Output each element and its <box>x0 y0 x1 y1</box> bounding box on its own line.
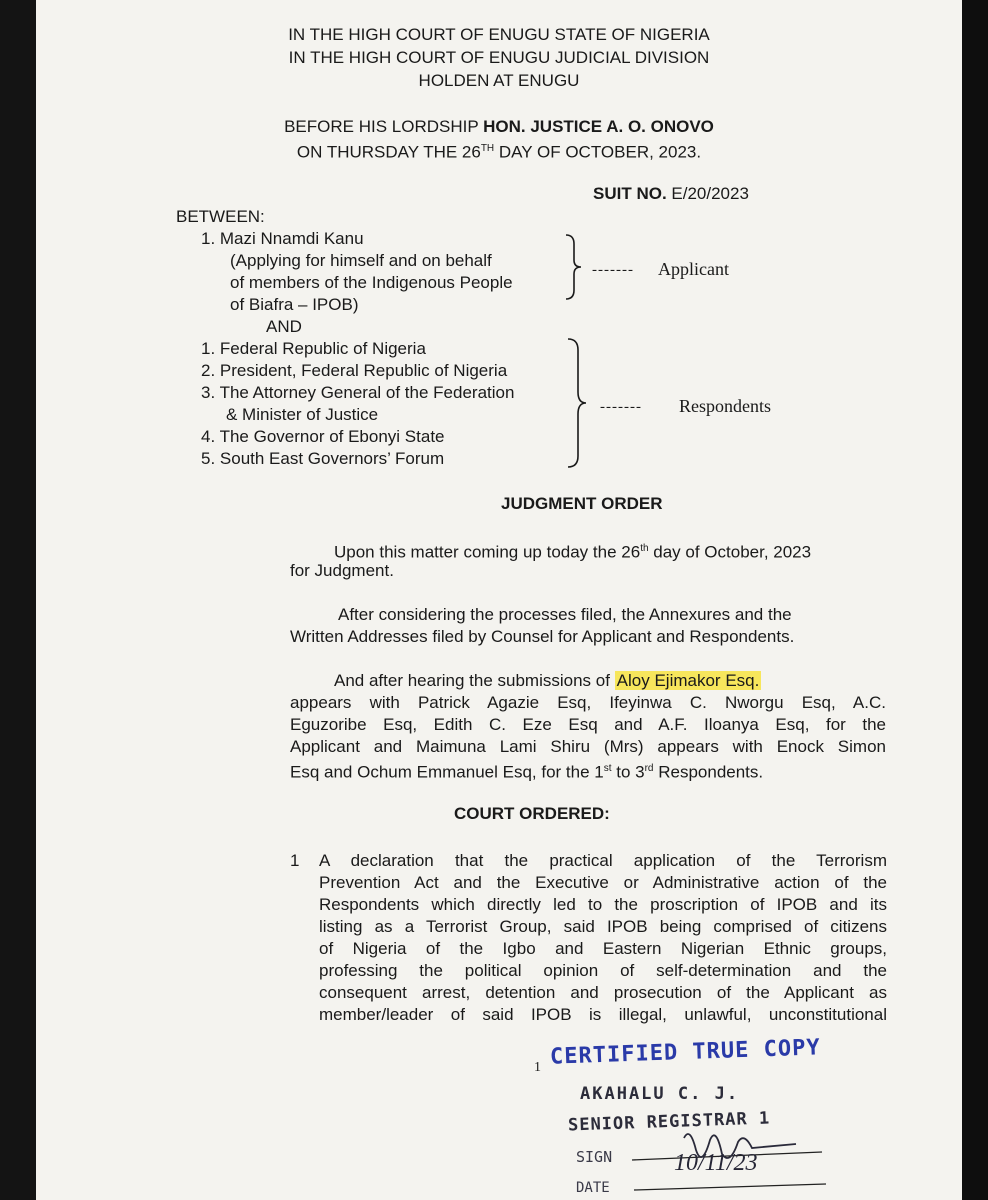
and-label: AND <box>266 317 302 336</box>
para-superscript: st <box>603 763 612 774</box>
order-1-line: listing as a Terrorist Group, said IPOB being comprised of citizens <box>319 917 887 936</box>
scan-right-border <box>962 0 988 1200</box>
counsel-name-highlight: Aloy Ejimakor Esq. <box>616 671 760 690</box>
para-text: And after hearing the submissions of <box>334 671 610 690</box>
paragraph-1-line-2: for Judgment. <box>290 561 394 580</box>
before-line <box>36 116 962 138</box>
paragraph-3-line-2: appears with Patrick Agazie Esq, Ifeyinwa C. Nworgu Esq, A.C. <box>290 693 886 712</box>
applicant-line: (Applying for himself and on behalf <box>230 251 492 270</box>
para-text: Upon this matter coming up today the 26 <box>334 542 641 562</box>
stamp-date-label: DATE <box>576 1180 610 1196</box>
between-label: BETWEEN: <box>176 207 265 226</box>
suit-number <box>593 183 749 205</box>
suit-label: SUIT NO. <box>593 184 672 203</box>
paragraph-3-line-1 <box>334 670 761 692</box>
respondent-dashes: ------- <box>600 399 642 415</box>
order-1-line: Respondents which directly led to the proscription of IPOB and its <box>319 895 887 914</box>
applicant-line: of Biafra – IPOB) <box>230 295 359 314</box>
order-1-line: Prevention Act and the Executive or Administrative action of the <box>319 873 887 892</box>
respondent-line: 2. President, Federal Republic of Nigeria <box>201 361 508 380</box>
justice-name: HON. JUSTICE A. O. ONOVO <box>483 117 714 136</box>
page-number: 1 <box>534 1060 541 1075</box>
paragraph-2-line-1: After considering the processes filed, the Annexures and the <box>338 605 792 624</box>
court-line-3: HOLDEN AT ENUGU <box>418 71 580 90</box>
orders-title: COURT ORDERED: <box>454 804 610 823</box>
respondent-line: 4. The Governor of Ebonyi State <box>201 427 445 446</box>
applicant-dashes: ------- <box>592 262 634 278</box>
date-line <box>36 138 962 164</box>
applicant-brace-icon <box>562 232 584 302</box>
respondent-role: Respondents <box>679 396 771 416</box>
respondent-line: 1. Federal Republic of Nigeria <box>201 339 426 358</box>
court-line-2: IN THE HIGH COURT OF ENUGU JUDICIAL DIVISION <box>288 48 710 67</box>
order-1-line: consequent arrest, detention and prosecution of the Applicant as <box>319 983 887 1002</box>
order-1-number: 1 <box>290 851 300 870</box>
suit-value: E/20/2023 <box>671 184 749 203</box>
before-prefix: BEFORE HIS LORDSHIP <box>284 117 484 136</box>
para-text: day of October, 2023 <box>648 542 812 562</box>
date-superscript: TH <box>480 143 495 154</box>
paragraph-2-line-2: Written Addresses filed by Counsel for Applicant and Respondents. <box>290 627 795 646</box>
respondent-line: 5. South East Governors’ Forum <box>201 449 445 468</box>
para-text: Esq and Ochum Emmanuel Esq, for the 1 <box>290 762 604 782</box>
judgment-title: JUDGMENT ORDER <box>501 494 663 513</box>
order-1-line: professing the political opinion of self-determination and the <box>319 961 887 980</box>
order-1-line: member/leader of said IPOB is illegal, unlawful, unconstitutional <box>319 1005 887 1024</box>
court-line-1: IN THE HIGH COURT OF ENUGU STATE OF NIGERIA <box>288 25 710 44</box>
order-1-line: A declaration that the practical application of the Terrorism <box>319 851 887 870</box>
respondents-brace-icon <box>564 336 590 470</box>
respondent-line: & Minister of Justice <box>226 405 379 424</box>
stamp-officer-name: AKAHALU C. J. <box>580 1084 740 1104</box>
stamp-sign-label: SIGN <box>576 1148 613 1166</box>
para-superscript: th <box>640 543 649 554</box>
order-1-line: of Nigeria of the Igbo and Eastern Nigerian Ethnic groups, <box>319 939 887 958</box>
paragraph-1-line-1 <box>334 538 811 564</box>
para-text: to 3 <box>611 762 645 782</box>
para-superscript: rd <box>644 763 654 774</box>
date-suffix: DAY OF OCTOBER, 2023. <box>494 142 702 162</box>
applicant-line: 1. Mazi Nnamdi Kanu <box>201 229 364 248</box>
applicant-role: Applicant <box>658 259 729 279</box>
respondent-line: 3. The Attorney General of the Federation <box>201 383 515 402</box>
handwritten-date: 10/11/23 <box>674 1150 758 1176</box>
paragraph-3-line-4: Applicant and Maimuna Lami Shiru (Mrs) appears with Enock Simon <box>290 737 886 756</box>
paragraph-3-line-5 <box>290 758 763 784</box>
scan-left-border <box>0 0 36 1200</box>
applicant-line: of members of the Indigenous People <box>230 273 513 292</box>
certified-stamp-title: CERTIFIED TRUE COPY <box>549 1035 822 1070</box>
stamp-officer-title: SENIOR REGISTRAR 1 <box>567 1108 771 1136</box>
document-page <box>36 0 962 1200</box>
para-text: Respondents. <box>653 762 764 782</box>
date-prefix: ON THURSDAY THE 26 <box>296 142 481 162</box>
paragraph-3-line-3: Eguzoribe Esq, Edith C. Eze Esq and A.F. Iloanya Esq, for the <box>290 715 886 734</box>
